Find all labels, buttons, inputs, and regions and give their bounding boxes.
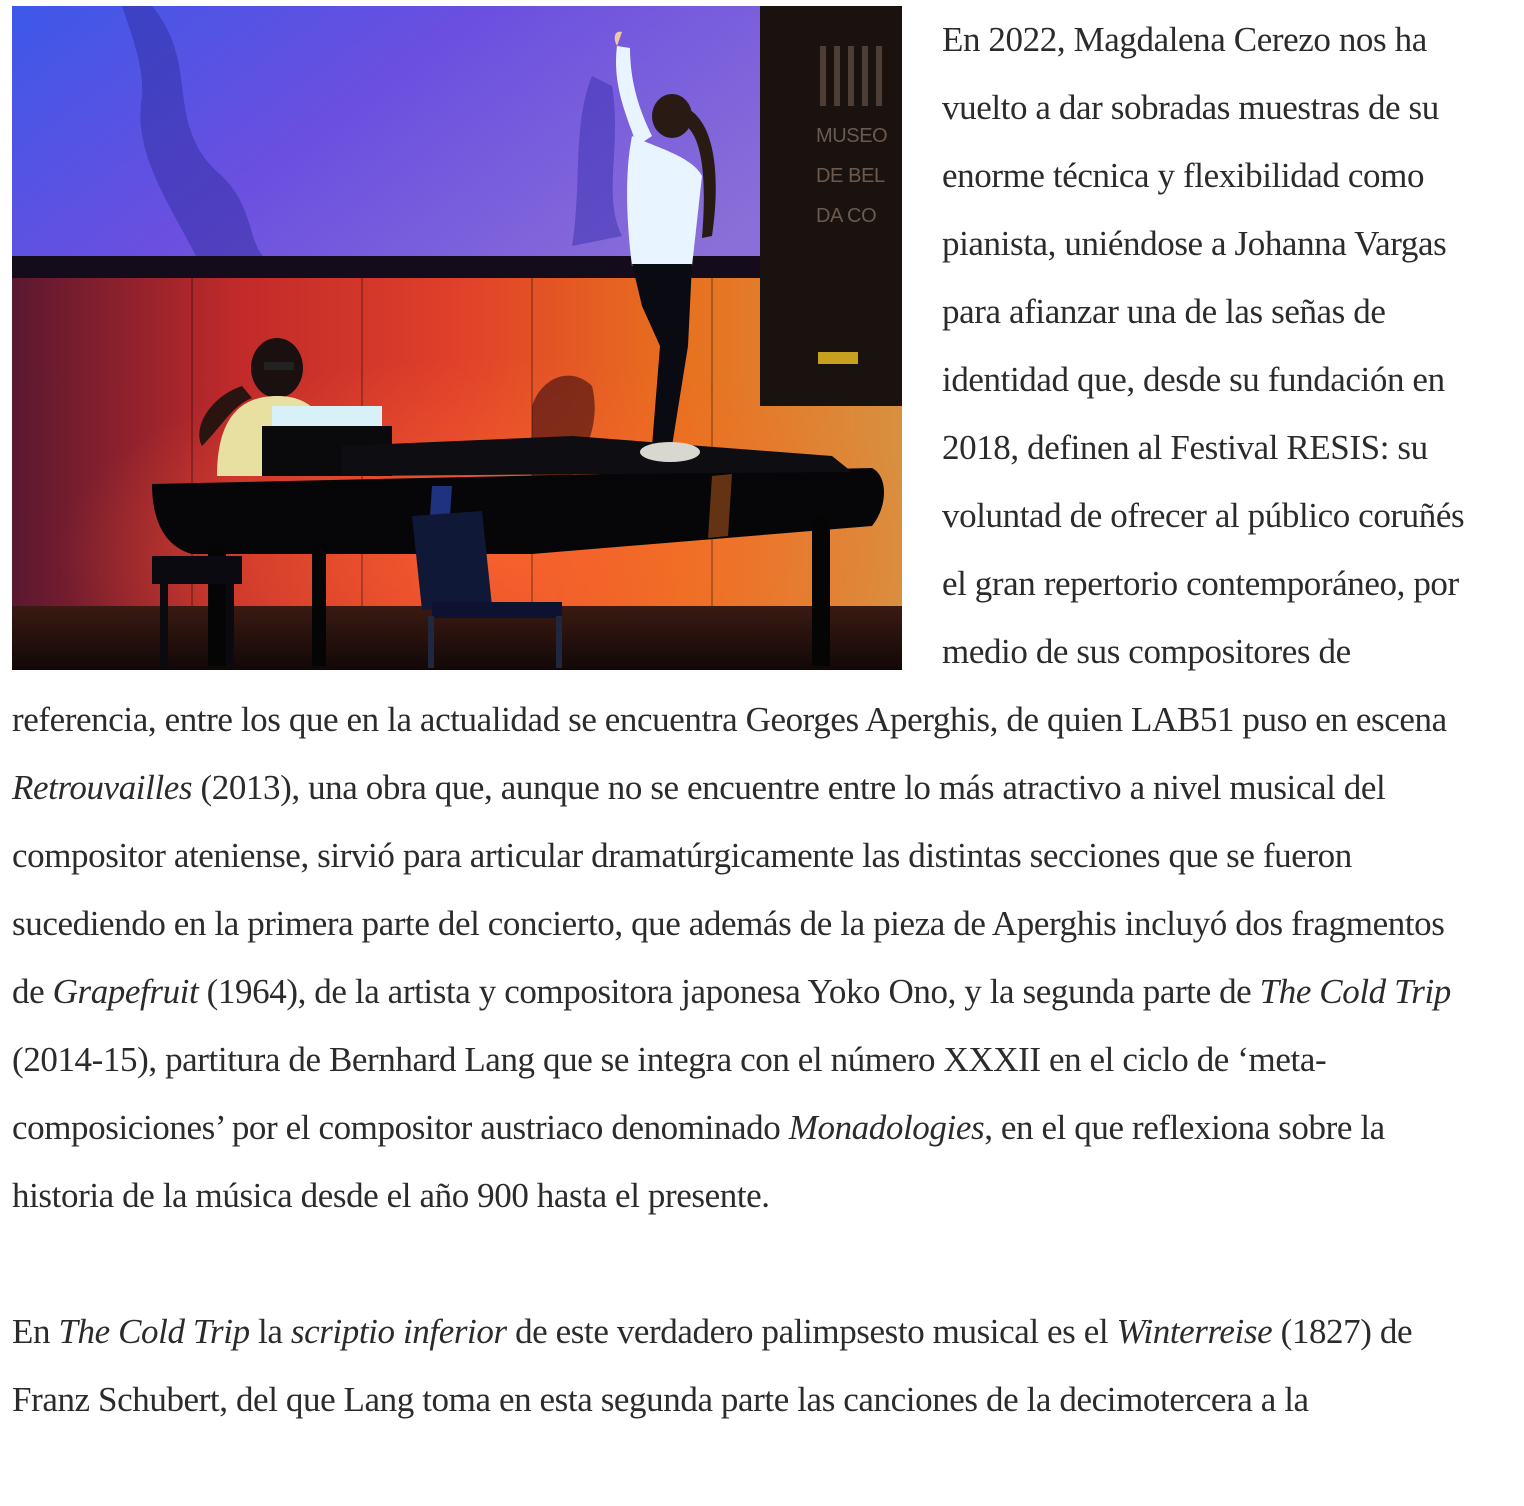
work-title-winterreise: Winterreise <box>1116 1312 1273 1351</box>
svg-text:DE BEL: DE BEL <box>816 165 885 187</box>
paragraph-1-text-5: , en el que reflexiona sobre la historia de la música desde el año 900 hasta el presente. <box>12 1108 1385 1215</box>
term-scriptio-inferior: scriptio inferior <box>290 1312 507 1351</box>
work-title-grapefruit: Grapefruit <box>52 972 199 1011</box>
article-body <box>12 6 1472 1434</box>
work-title-the-cold-trip-2: The Cold Trip <box>58 1312 250 1351</box>
paragraph-2-text-3: de este verdadero palimpsesto musical es el <box>506 1312 1117 1351</box>
paragraph-1-text-2: (2013), una obra que, aunque no se encuentre entre lo más atractivo a nivel musical del compositor ateniense, sirvió para articular dramatúrgicamente las distintas secciones que se fueron sucediendo en la primera parte del concierto, que además de la pieza de Aperghis incluyó dos fragmentos de <box>12 768 1445 1011</box>
paragraph-2-text-4: (1827) de Franz Schubert, del que Lang toma en esta segunda parte las canciones de la decimotercera a la <box>12 1312 1413 1419</box>
work-title-the-cold-trip: The Cold Trip <box>1259 972 1451 1011</box>
svg-text:MUSEO: MUSEO <box>816 125 888 147</box>
paragraph-2-text-2: la <box>249 1312 291 1351</box>
paragraph-1-text-1: En 2022, Magdalena Cerezo nos ha vuelto a dar sobradas muestras de su enorme técnica y flexibilidad como pianista, uniéndose a Johanna Vargas para afianzar una de las señas de identidad que, desde su fundación en 2018, definen al Festival RESIS: su voluntad de ofrecer al público coruñés el gran repertorio contemporáneo, por medio de sus compositores de referencia, entre los que en la actualidad se encuentra Georges Aperghis, de quien LAB51 puso en escena <box>12 20 1465 739</box>
concert-photo-illustration <box>12 6 902 670</box>
paragraph-2 <box>12 1298 1472 1434</box>
concert-photo <box>12 6 902 670</box>
svg-text:DA CO: DA CO <box>816 205 877 227</box>
paragraph-1-text-4: (2014-15), partitura de Bernhard Lang que se integra con el número XXXII en el ciclo de ‘meta-composiciones’ por el compositor austriaco denominado <box>12 1040 1327 1147</box>
paragraph-2-text-1: En <box>12 1312 59 1351</box>
work-title-monadologies: Monadologies <box>788 1108 985 1147</box>
work-title-retrouvailles: Retrouvailles <box>12 768 193 807</box>
paragraph-1-text-3: (1964), de la artista y compositora japonesa Yoko Ono, y la segunda parte de <box>198 972 1260 1011</box>
